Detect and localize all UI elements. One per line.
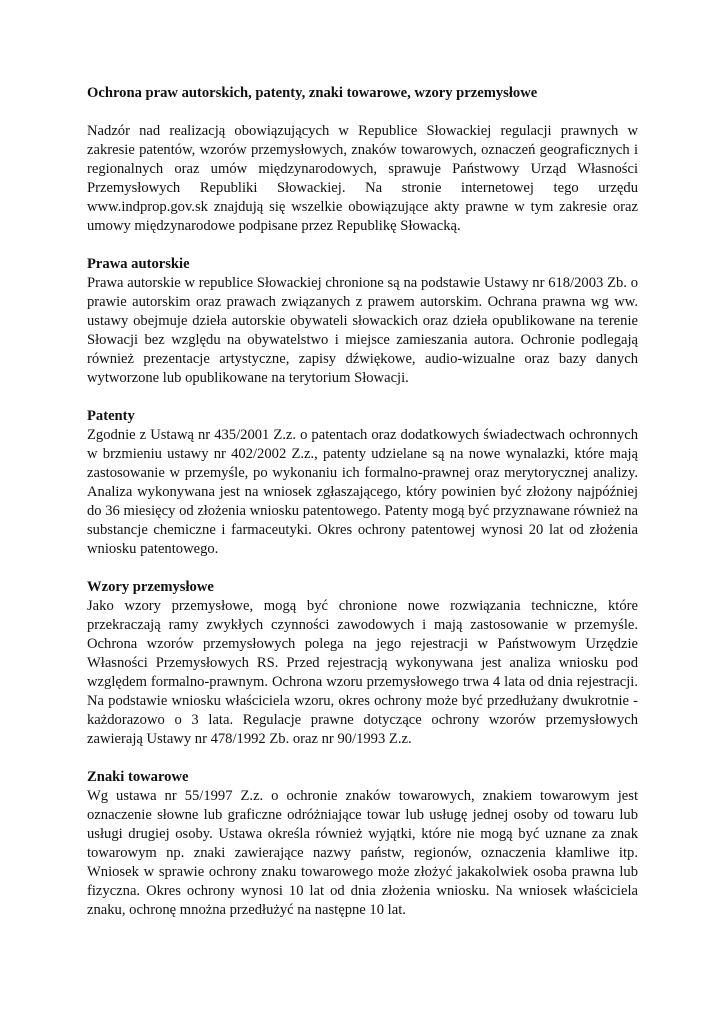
section-patenty <box>87 407 638 559</box>
section-heading: Wzory przemysłowe <box>87 579 214 595</box>
intro-paragraph: Nadzór nad realizacją obowiązujących w Republice Słowackiej regulacji prawnych w zakresie patentów, wzorów przemysłowych, znaków towarowych, oznaczeń geograficznych i regionalnych oraz umów międzynarodowych, sprawuje Państwowy Urząd Własności Przemysłowych Republiki Słowackiej. Na stronie internetowej tego urzędu www.indprop.gov.sk znajdują się wszelkie obowiązujące akty prawne w tym zakresie oraz umowy międzynarodowe podpisane przez Republikę Słowacką. <box>87 123 638 234</box>
section-heading: Prawa autorskie <box>87 256 190 272</box>
document-page <box>87 84 638 939</box>
section-body: Wg ustawa nr 55/1997 Z.z. o ochronie znaków towarowych, znakiem towarowym jest oznaczenie słowne lub graficzne odróżniające towar lub usługę jednej osoby od towaru lub usługi drugiej osoby. Ustawa określa również wyjątki, które nie mogą być uznane za znak towarowym np. znaki zawierające nazwy państw, regionów, oznaczenia kłamliwe itp. Wniosek w sprawie ochrony znaku towarowego może złożyć jakakolwiek osoba prawna lub fizyczna. Okres ochrony wynosi 10 lat od dnia złożenia wniosku. Na wniosek właściciela znaku, ochronę mnożna przedłużyć na następne 10 lat. <box>87 788 638 918</box>
section-znaki-towarowe <box>87 768 638 920</box>
section-heading: Patenty <box>87 408 135 424</box>
section-body: Jako wzory przemysłowe, mogą być chronione nowe rozwiązania techniczne, które przekraczają ramy zwykłych czynności zawodowych i mają zastosowanie w przemyśle. Ochrona wzorów przemysłowych polega na jego rejestracji w Państwowym Urzędzie Własności Przemysłowych RS. Przed rejestracją wykonywana jest analiza wniosku pod względem formalno-prawnym. Ochrona wzoru przemysłowego trwa 4 lata od dnia rejestracji. Na podstawie wniosku właściciela wzoru, okres ochrony może być przedłużany dwukrotnie - każdorazowo o 3 lata. Regulacje prawne dotyczące ochrony wzorów przemysłowych zawierają Ustawy nr 478/1992 Zb. oraz nr 90/1993 Z.z. <box>87 598 638 747</box>
section-prawa-autorskie <box>87 255 638 388</box>
document-title: Ochrona praw autorskich, patenty, znaki towarowe, wzory przemysłowe <box>87 85 538 101</box>
section-body: Prawa autorskie w republice Słowackiej chronione są na podstawie Ustawy nr 618/2003 Zb. o prawie autorskim oraz prawach związanych z prawem autorskim. Ochrana prawna wg ww. ustawy obejmuje dzieła autorskie obywateli słowackich oraz dzieła opublikowane na terenie Słowacji bez względu na obywatelstwo i miejsce zamieszania autora. Ochronie podlegają również prezentacje artystyczne, zapisy dźwiękowe, audio-wizualne oraz bazy danych wytworzone lub opublikowane na terytorium Słowacji. <box>87 275 638 386</box>
section-body: Zgodnie z Ustawą nr 435/2001 Z.z. o patentach oraz dodatkowych świadectwach ochronnych w brzmieniu ustawy nr 402/2002 Z.z., patenty udzielane są na nowe wynalazki, które mają zastosowanie w przemyśle, po wykonaniu ich formalno-prawnej oraz merytorycznej analizy. Analiza wykonywana jest na wniosek zgłaszającego, który powinien być złożony najpóźniej do 36 miesięcy od złożenia wniosku patentowego. Patenty mogą być przyznawane również na substancje chemiczne i farmaceutyki. Okres ochrony patentowej wynosi 20 lat od złożenia wniosku patentowego. <box>87 427 638 557</box>
section-heading: Znaki towarowe <box>87 769 189 785</box>
section-wzory-przemyslowe <box>87 578 638 749</box>
